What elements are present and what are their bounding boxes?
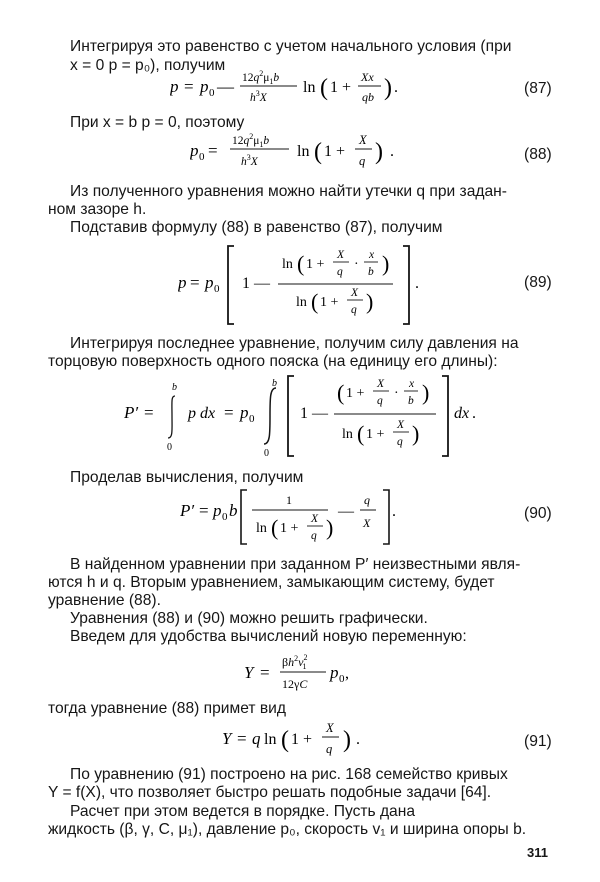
svg-text:.: . (415, 275, 419, 292)
svg-text:=: = (184, 77, 194, 96)
equation-number: (90) (524, 505, 552, 522)
svg-text:,: , (345, 665, 349, 682)
paragraph-line: торцовую поверхность одного пояска (на единицу его длины): (48, 353, 498, 370)
page-number: 311 (527, 845, 548, 860)
paragraph-line: По уравнению (91) построено на рис. 168 семейство кривых (70, 766, 508, 783)
svg-text:12q2μ1b: $12q^2\mu_1b$ (232, 132, 270, 149)
svg-text:P′: P′ (180, 501, 195, 520)
paragraph-line: В найденном уравнении при заданном P′ неизвестными явля- (70, 556, 521, 573)
svg-text:=: = (190, 273, 200, 292)
svg-text:p: p (240, 403, 249, 422)
svg-text:12q2μ1b: $12q^2\mu_1b$ (242, 69, 280, 86)
equation-90 (180, 486, 440, 548)
paragraph-line: Расчет при этом ведется в порядке. Пусть дана (70, 803, 416, 820)
svg-text:): ) (366, 289, 374, 314)
paragraph-line: ются h и q. Вторым уравнением, замыкающим систему, будет (48, 574, 495, 591)
svg-text:0: 0 (167, 442, 172, 453)
svg-text:ln: ln (297, 143, 310, 160)
svg-text:—: — (217, 77, 234, 96)
svg-text:q: q (311, 530, 317, 542)
equation-number: (89) (524, 274, 552, 291)
svg-text:0: 0 (209, 87, 215, 99)
svg-text:ln: ln (264, 731, 277, 748)
svg-text:): ) (326, 515, 334, 540)
svg-text:ln: ln (256, 521, 267, 536)
svg-text:.: . (394, 79, 398, 96)
svg-text:1 +: 1 + (330, 79, 352, 96)
svg-text:X: X (311, 513, 319, 525)
svg-text:h3X: $h^3X$ (241, 153, 258, 168)
svg-text:—: — (338, 503, 354, 520)
paragraph-line: ном зазоре h. (48, 201, 147, 218)
svg-text:12γC: 12γC (282, 677, 308, 691)
paragraph-line: x = 0 p = p₀), получим (70, 57, 226, 74)
svg-text:.: . (390, 143, 394, 160)
paragraph-line: уравнение (88). (48, 592, 161, 609)
svg-text:(: ( (297, 251, 305, 276)
svg-text:0: 0 (214, 283, 220, 295)
svg-text:0: 0 (222, 511, 228, 523)
svg-text:q: q (377, 395, 383, 407)
svg-text:=: = (260, 663, 270, 682)
svg-text:q: q (337, 266, 343, 278)
paragraph-line: Интегрируя последнее уравнение, получим силу давления на (70, 335, 519, 352)
svg-text:h3X: $h^3X$ (250, 89, 267, 104)
paragraph-line: Интегрируя это равенство с учетом начального условия (при (70, 38, 512, 55)
svg-text:b: b (229, 501, 238, 520)
svg-text:Xx: Xx (361, 70, 374, 84)
svg-text:(: ( (311, 289, 319, 314)
svg-text:): ) (382, 251, 390, 276)
paragraph-line: Введем для удобства вычислений новую переменную: (70, 628, 467, 645)
svg-text:0: 0 (249, 413, 255, 425)
svg-text:dx: dx (454, 405, 470, 422)
svg-text:p: p (190, 141, 199, 160)
svg-text:Y: Y (244, 663, 254, 682)
svg-text:1 +: 1 + (366, 427, 385, 442)
svg-text:·: · (354, 257, 359, 272)
equation-number: (91) (524, 733, 552, 750)
svg-text:1 +: 1 + (280, 521, 299, 536)
svg-text:(: ( (314, 139, 322, 165)
svg-text:1 +: 1 + (306, 257, 325, 272)
equation-87 (170, 66, 470, 110)
svg-text:): ) (375, 139, 383, 165)
equation-88 (190, 128, 450, 174)
paragraph-line: тогда уравнение (88) примет вид (48, 700, 286, 717)
svg-text:ln: ln (342, 427, 353, 442)
svg-text:b: b (408, 395, 414, 407)
svg-text:X: X (351, 287, 359, 299)
svg-text:x: x (409, 378, 415, 390)
equation-force-integral (124, 372, 494, 460)
svg-text:): ) (384, 75, 392, 101)
svg-text:p: p (213, 501, 222, 520)
svg-text:p: p (178, 273, 187, 292)
paragraph-line: Y = f(X), что позволяет быстро решать подобные задачи [64]. (48, 784, 492, 801)
svg-text:p: p (205, 273, 214, 292)
svg-text:b: b (172, 382, 177, 393)
svg-text:): ) (343, 727, 351, 753)
svg-text:q: q (326, 742, 333, 756)
svg-text:(: ( (357, 421, 365, 446)
svg-text:X: X (397, 419, 405, 431)
svg-text:1: 1 (286, 493, 292, 507)
svg-text:=: = (144, 403, 154, 422)
svg-text:X: X (326, 721, 334, 735)
svg-text:p: p (330, 663, 339, 682)
svg-text:(: ( (281, 727, 289, 753)
svg-text:Y: Y (222, 729, 232, 748)
svg-text:X: X (359, 133, 367, 147)
paragraph-line: Из полученного уравнения можно найти утечки q при задан- (70, 183, 507, 200)
svg-text:=: = (237, 729, 247, 748)
equation-89 (178, 240, 448, 328)
svg-text:q: q (397, 436, 403, 448)
svg-text:1 —: 1 — (300, 405, 328, 422)
svg-text:·: · (394, 386, 399, 401)
svg-text:P′: P′ (124, 403, 139, 422)
svg-text:): ) (422, 380, 430, 405)
svg-text:q: q (364, 493, 370, 507)
svg-text:(: ( (320, 75, 328, 101)
svg-text:1 +: 1 + (320, 295, 339, 310)
paragraph-line: При x = b p = 0, поэтому (70, 114, 245, 131)
svg-text:1 —: 1 — (242, 275, 270, 292)
svg-text:0: 0 (199, 151, 205, 163)
svg-text:0: 0 (339, 673, 345, 685)
svg-text:q: q (351, 304, 357, 316)
paragraph-line: Проделав вычисления, получим (70, 469, 304, 486)
svg-text:q: q (359, 154, 366, 168)
paragraph-line: жидкость (β, γ, C, μ₁), давление p₀, скорость v₁ и ширина опоры b. (48, 821, 527, 838)
svg-text:(: ( (337, 380, 345, 405)
svg-text:0: 0 (264, 448, 269, 459)
svg-text:=: = (199, 501, 209, 520)
equation-91 (222, 716, 402, 762)
svg-text:q: q (252, 729, 261, 748)
svg-text:1 +: 1 + (346, 386, 365, 401)
svg-text:p: p (170, 77, 179, 96)
svg-text:b: b (368, 266, 374, 278)
svg-text:p: p (200, 77, 209, 96)
svg-text:1 +: 1 + (291, 731, 313, 748)
svg-text:ln: ln (296, 295, 307, 310)
paragraph-line: Подставив формулу (88) в равенство (87), получим (70, 219, 443, 236)
svg-text:.: . (356, 731, 360, 748)
svg-text:.: . (392, 503, 396, 520)
svg-text:p dx: p dx (188, 405, 216, 422)
equation-y-definition (244, 650, 384, 696)
svg-text:qb: qb (362, 90, 374, 104)
svg-text:ln: ln (303, 79, 316, 96)
svg-text:X: X (363, 516, 371, 530)
svg-text:ln: ln (282, 257, 293, 272)
equation-number: (88) (524, 146, 552, 163)
svg-text:βh2v21: $\beta h^2v^2$ 1 (282, 653, 308, 671)
svg-text:=: = (208, 141, 218, 160)
svg-text:b: b (272, 378, 277, 389)
svg-text:X: X (377, 378, 385, 390)
svg-text:=: = (224, 403, 234, 422)
paragraph-line: Уравнения (88) и (90) можно решить графически. (70, 610, 428, 627)
svg-text:x: x (369, 249, 375, 261)
svg-text:.: . (472, 405, 476, 422)
svg-text:): ) (412, 421, 420, 446)
svg-text:1 +: 1 + (324, 143, 346, 160)
svg-text:(: ( (271, 515, 279, 540)
svg-text:X: X (337, 249, 345, 261)
equation-number: (87) (524, 80, 552, 97)
